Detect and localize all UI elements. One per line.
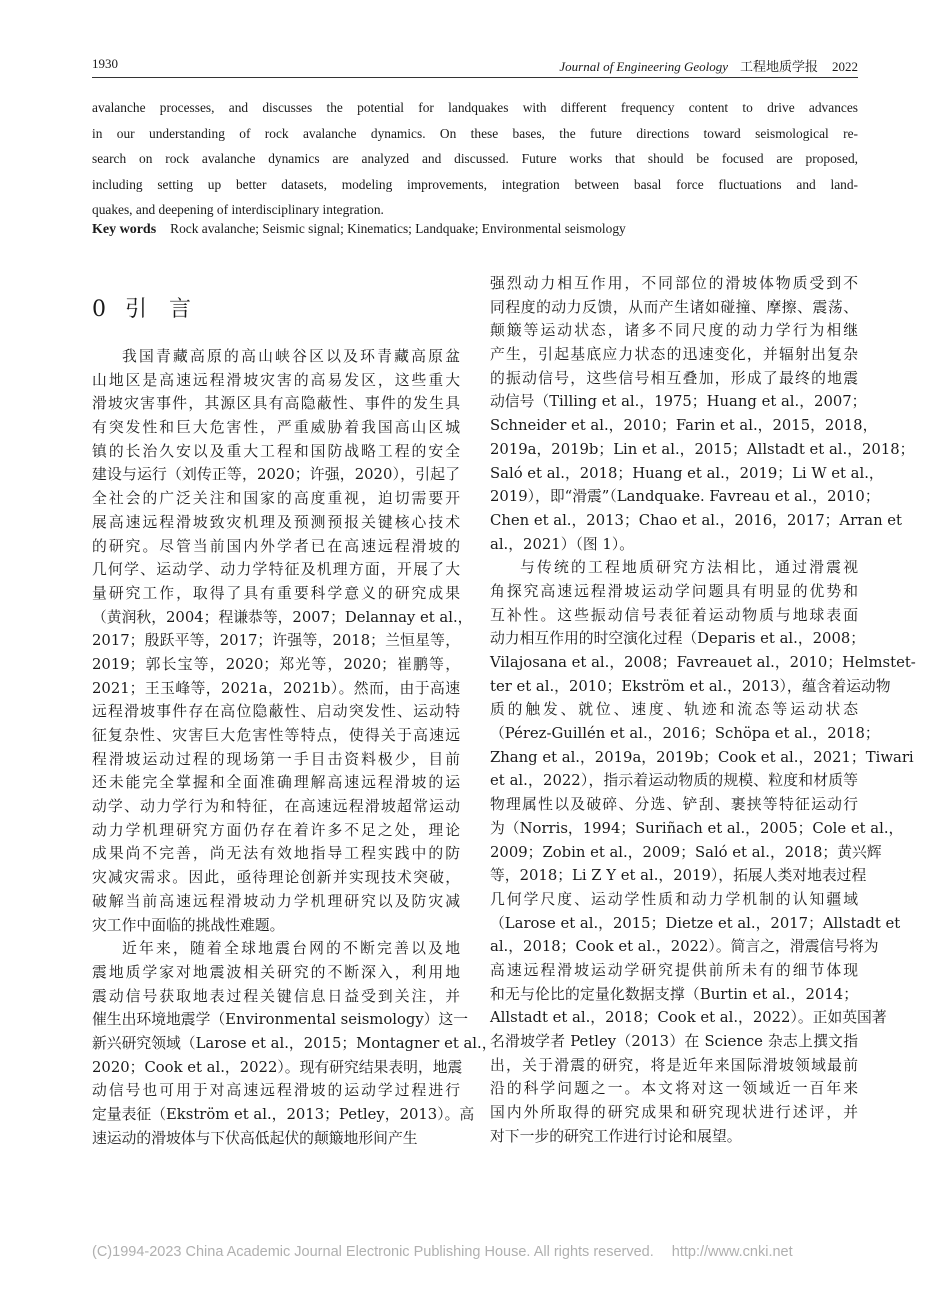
paragraph-line: 成果尚不完善，尚无法有效地指导工程实践中的防: [92, 845, 460, 863]
paragraph-line: ter et al.，2010；Ekström et al.，2013），蕴含着运动物: [490, 677, 891, 695]
paragraph-line: 几何学、运动学、动力学特征及机理方面，开展了大: [92, 561, 460, 579]
keywords-text: Rock avalanche; Seismic signal; Kinematics; Landquake; Environmental seismology: [170, 221, 626, 236]
abstract-line: including setting up better datasets, modeling improvements, integration between basal force fluctuations and land-: [92, 176, 858, 192]
paragraph-line: Zhang et al.，2019a，2019b；Cook et al.，2021；Tiwari: [490, 748, 914, 766]
paragraph-line: 动信号（Tilling et al.，1975；Huang et al.，2007；: [490, 393, 867, 411]
paragraph-line: 动力学机理研究方面仍存在着许多不足之处，理论: [92, 821, 460, 839]
abstract-line: quakes, and deepening of interdisciplinary integration.: [92, 202, 384, 217]
footer: [92, 1244, 892, 1260]
paragraph-line: 山地区是高速远程滑坡灾害的高易发区，这些重大: [92, 371, 460, 389]
paragraph-line: 镇的长治久安以及重大工程和国防战略工程的安全: [92, 442, 460, 460]
paragraph-line: 名滑坡学者 Petley（2013）在 Science 杂志上撰文指: [490, 1033, 858, 1050]
paragraph-line: al.，2021）（图 1）。: [490, 535, 635, 553]
paragraph-line: 2017；殷跃平等，2017；许强等，2018；兰恒星等，: [92, 632, 460, 650]
paragraph-line: Saló et al.，2018；Huang et al.，2019；Li W et al.，: [490, 464, 884, 482]
paragraph-line: 有突发性和巨大危害性，严重威胁着我国高山区城: [92, 419, 460, 437]
paragraph-line: 的振动信号，这些信号相互叠加，形成了最终的地震: [490, 369, 858, 387]
paragraph-line: al.，2018；Cook et al.，2022）。简言之，滑震信号将为: [490, 938, 879, 956]
paragraph-line: 2021；王玉峰等，2021a，2021b）。然而，由于高速: [92, 679, 460, 697]
paragraph-line: （Pérez-Guillén et al.，2016；Schöpa et al.，2018；: [490, 725, 880, 743]
paragraph-line: 强烈动力相互作用，不同部位的滑坡体物质受到不: [490, 275, 858, 292]
section-title: 引言: [125, 297, 214, 322]
paragraph-line: 灾工作中面临的挑战性难题。: [92, 916, 285, 934]
section-number: 0: [92, 297, 107, 322]
paragraph-line: 近年来，随着全球地震台网的不断完善以及地: [122, 940, 460, 958]
paragraph-line: 沿的科学问题之一。本文将对这一领域近一百年来: [490, 1080, 858, 1098]
paragraph-line: 互补性。这些振动信号表征着运动物质与地球表面: [490, 606, 858, 624]
keywords: [92, 221, 858, 238]
abstract-line: in our understanding of rock avalanche dynamics. On these bases, the future directions toward seismological re-: [92, 125, 858, 141]
paragraph-line: 展高速远程滑坡致灾机理及预测预报关键核心技术: [92, 513, 460, 531]
journal-title: [559, 56, 858, 75]
paragraph-line: 2020；Cook et al.，2022）。现有研究结果表明，地震: [92, 1058, 463, 1076]
paragraph-line: 和无与伦比的定量化数据支撑（Burtin et al.，2014；: [490, 985, 858, 1003]
paragraph-line: 动学、动力学行为和特征，在高速远程滑坡超常运动: [92, 798, 460, 816]
paragraph-line: 还未能完全掌握和全面准确理解高速远程滑坡的运: [92, 774, 460, 792]
paragraph-line: et al.，2022），指示着运动物质的规模、粒度和材质等: [490, 772, 858, 790]
paragraph-line: 震地质学家对地震波相关研究的不断深入，利用地: [92, 963, 460, 981]
paragraph-line: 程滑坡运动过程的现场第一手目击资料极少，目前: [92, 750, 460, 768]
paragraph-line: Allstadt et al.，2018；Cook et al.，2022）。正如英国著: [490, 1009, 887, 1027]
paragraph-line: 速运动的滑坡体与下伏高低起伏的颠簸地形间产生: [92, 1129, 418, 1147]
paragraph-line: 定量表征（Ekström et al.，2013；Petley，2013）。高: [92, 1106, 475, 1123]
paragraph-line: （Larose et al.，2015；Dietze et al.，2017；Allstadt et: [490, 914, 901, 932]
paragraph-line: 催生出环境地震学（Environmental seismology）这一: [92, 1011, 469, 1029]
paragraph-line: 动信号也可用于对高速远程滑坡的运动学过程进行: [92, 1082, 460, 1100]
paragraph-line: 征复杂性、灾害巨大危害性等特点，使得关于高速远: [92, 727, 460, 744]
paragraph-line: Vilajosana et al.，2008；Favreauet al.，2010；Helmstet-: [490, 654, 916, 671]
paragraph-line: 物理属性以及破碎、分选、铲刮、裹挟等特征运动行: [490, 796, 858, 814]
paragraph-line: 等，2018；Li Z Y et al.，2019），拓展人类对地表过程: [490, 867, 867, 885]
paragraph-line: 产生，引起基底应力状态的迅速变化，并辐射出复杂: [490, 346, 858, 364]
footer-url: http://www.cnki.net: [671, 1244, 793, 1260]
right-column: [490, 272, 916, 1148]
paragraph-line: 高速远程滑坡运动学研究提供前所未有的细节体现: [490, 961, 858, 979]
paragraph-line: 几何学尺度、运动学性质和动力学机制的认知疆域: [490, 890, 858, 908]
paragraph-line: 新兴研究领域（Larose et al.，2015；Montagner et al.，: [92, 1034, 497, 1052]
abstract-line: search on rock avalanche dynamics are analyzed and discussed. Future works that should be focused are proposed,: [92, 151, 858, 166]
journal-title-en: Journal of Engineering Geology: [559, 59, 728, 74]
paragraph-line: 2009；Zobin et al.，2009；Saló et al.，2018；黄兴辉: [490, 843, 882, 861]
paragraph-line: 为（Norris，1994；Suriñach et al.，2005；Cole et al.，: [490, 819, 904, 837]
paragraph-line: 远程滑坡事件存在高位隐蔽性、启动突发性、运动特: [92, 703, 460, 721]
paragraph-line: 量研究工作，取得了具有重要科学意义的研究成果: [92, 584, 460, 602]
paragraph-line: 的研究。尽管当前国内外学者已在高速远程滑坡的: [92, 537, 460, 555]
paragraph-line: 颠簸等运动状态，诸多不同尺度的动力学行为相继: [490, 322, 858, 340]
paragraph-line: 震动信号获取地表过程关键信息日益受到关注，并: [92, 987, 460, 1005]
paragraph-line: 角探究高速远程滑坡运动学问题具有明显的优势和: [490, 582, 858, 600]
paragraph-line: Chen et al.，2013；Chao et al.，2016，2017；Arran et: [490, 511, 903, 529]
paragraph-line: 建设与运行（刘传正等，2020；许强，2020），引起了: [92, 466, 460, 484]
keywords-label: Key words: [92, 222, 157, 237]
paragraph-line: 对下一步的研究工作进行讨论和展望。: [490, 1127, 742, 1145]
running-header: [92, 56, 858, 76]
journal-year: 2022: [832, 59, 858, 74]
paragraph-line: 破解当前高速远程滑坡动力学机理研究以及防灾减: [92, 892, 460, 910]
paragraph-line: 2019），即“滑震”（Landquake. Favreau et al.，2010；: [490, 488, 880, 506]
section-heading: [92, 292, 213, 323]
paragraph-line: 滑坡灾害事件，其源区具有高隐蔽性、事件的发生具: [92, 395, 460, 413]
paragraph-line: 2019；郭长宝等，2020；郑光等，2020；崔鹏等，: [92, 655, 460, 673]
paragraph-line: 同程度的动力反馈，从而产生诸如碰撞、摩擦、震荡、: [490, 298, 858, 316]
footer-copyright: (C)1994-2023 China Academic Journal Electronic Publishing House. All rights reserved.: [92, 1244, 654, 1260]
paragraph-line: Schneider et al.，2010；Farin et al.，2015，2018，: [490, 417, 878, 435]
paragraph-line: （黄润秋，2004；程谦恭等，2007；Delannay et al.，: [92, 608, 473, 626]
paragraph-line: 2019a，2019b；Lin et al.，2015；Allstadt et al.，2018；: [490, 440, 915, 458]
paragraph-line: 质的触发、就位、速度、轨迹和流态等运动状态: [490, 701, 858, 719]
paragraph-line: 我国青藏高原的高山峡谷区以及环青藏高原盆: [122, 348, 460, 365]
abstract-text: [92, 95, 858, 223]
page-number: 1930: [92, 56, 118, 71]
paragraph-line: 国内外所取得的研究成果和研究现状进行述评，并: [490, 1104, 858, 1122]
paragraph-line: 全社会的广泛关注和国家的高度重视，迫切需要开: [92, 490, 460, 508]
paragraph-line: 灾减灾需求。因此，亟待理论创新并实现技术突破，: [92, 869, 460, 887]
paragraph-line: 出，关于滑震的研究，将是近年来国际滑坡领域最前: [490, 1056, 858, 1074]
left-column: [92, 345, 497, 1150]
journal-title-cn: 工程地质学报: [739, 59, 818, 74]
paragraph-line: 与传统的工程地质研究方法相比，通过滑震视: [520, 559, 858, 577]
abstract-line: avalanche processes, and discusses the potential for landquakes with different frequency content to drive advances: [92, 100, 858, 115]
paragraph-line: 动力相互作用的时空演化过程（Deparis et al.，2008；: [490, 630, 866, 648]
header-rule: [92, 77, 858, 78]
